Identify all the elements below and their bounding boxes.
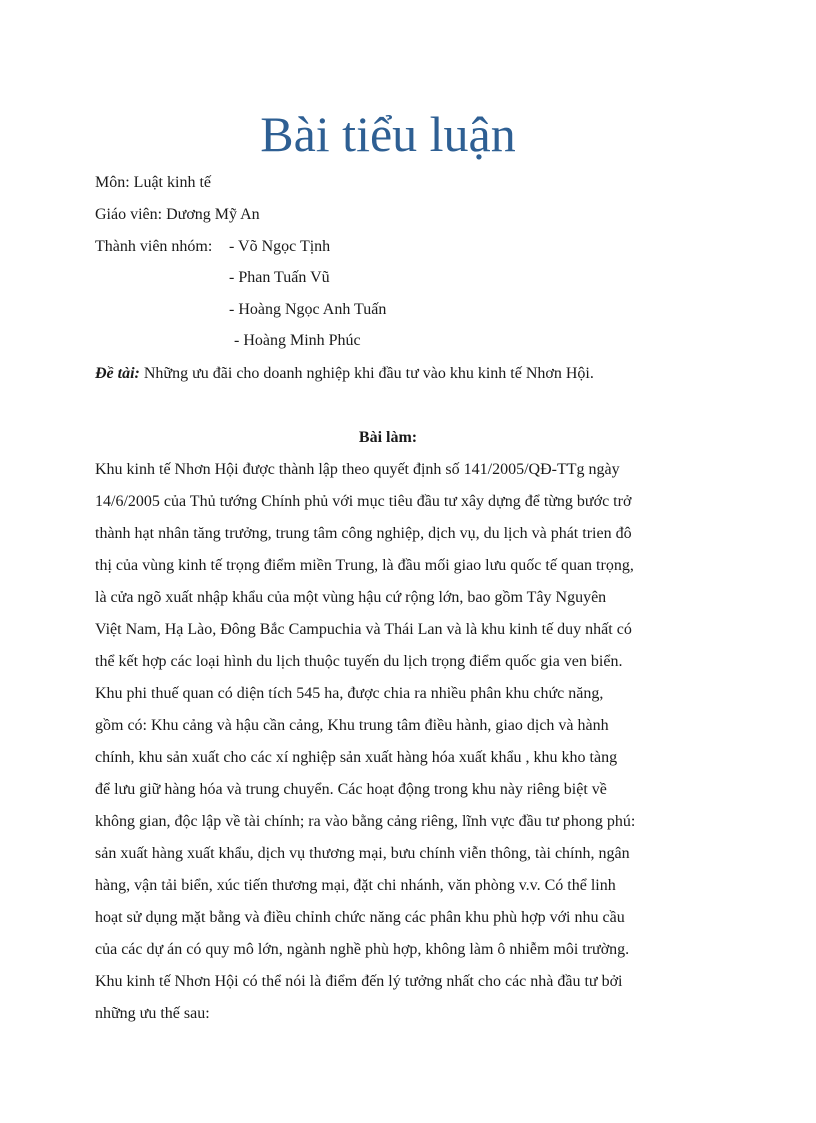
body-line: những ưu thế sau: — [95, 1005, 210, 1022]
body-line: sản xuất hàng xuất khẩu, dịch vụ thương mại, bưu chính viễn thông, tài chính, ngân — [95, 845, 630, 862]
body-line: thể kết hợp các loại hình du lịch thuộc tuyến du lịch trọng điểm quốc gia ven biển. — [95, 653, 623, 670]
subject-line: Môn: Luật kinh tế — [95, 174, 211, 191]
body-line: thị của vùng kinh tế trọng điểm miền Trung, là đầu mối giao lưu quốc tế quan trọng, — [95, 557, 634, 574]
member-item: - Hoàng Minh Phúc — [234, 332, 361, 349]
body-line: 14/6/2005 của Thủ tướng Chính phủ với mục tiêu đầu tư xây dựng để từng bước trở — [95, 493, 632, 510]
body-line: thành hạt nhân tăng trưởng, trung tâm công nghiệp, dịch vụ, du lịch và phát trien đô — [95, 525, 632, 542]
body-line: là cửa ngõ xuất nhập khẩu của một vùng hậu cứ rộng lớn, bao gồm Tây Nguyên — [95, 589, 607, 606]
body-line: Khu phi thuế quan có diện tích 545 ha, được chia ra nhiều phân khu chức năng, — [95, 685, 604, 702]
body-line: Khu kinh tế Nhơn Hội có thể nói là điểm đến lý tưởng nhất cho các nhà đầu tư bởi — [95, 973, 623, 990]
body-line: không gian, độc lập về tài chính; ra vào bằng cảng riêng, lĩnh vực đầu tư phong phú: — [95, 813, 636, 830]
member-item: - Phan Tuấn Vũ — [229, 269, 330, 286]
body-line: Việt Nam, Hạ Lào, Đông Bắc Campuchia và Thái Lan và là khu kinh tế duy nhất có — [95, 621, 632, 638]
body-line: chính, khu sản xuất cho các xí nghiệp sản xuất hàng hóa xuất khẩu , khu kho tàng — [95, 749, 618, 766]
body-line: hoạt sử dụng mặt bằng và điều chỉnh chức năng các phân khu phù hợp với nhu cầu — [95, 909, 625, 926]
body-line: để lưu giữ hàng hóa và trung chuyển. Các hoạt động trong khu này riêng biệt về — [95, 781, 607, 798]
teacher-line: Giáo viên: Dương Mỹ An — [95, 206, 260, 223]
document-title: Bài tiểu luận — [260, 106, 516, 162]
body-line: của các dự án có quy mô lớn, ngành nghề phù hợp, không làm ô nhiễm môi trường. — [95, 941, 630, 958]
section-heading: Bài làm: — [358, 429, 418, 446]
topic-label: Đề tài: — [95, 365, 140, 382]
topic-text: Những ưu đãi cho doanh nghiệp khi đầu tư vào khu kinh tế Nhơn Hội. — [139, 365, 594, 382]
body-line: gồm có: Khu cảng và hậu cần cảng, Khu trung tâm điều hành, giao dịch và hành — [95, 717, 609, 734]
body-line: Khu kinh tế Nhơn Hội được thành lập theo quyết định số 141/2005/QĐ-TTg ngày — [95, 461, 620, 478]
topic-line — [95, 364, 594, 384]
member-item: - Võ Ngọc Tịnh — [229, 238, 331, 255]
members-label: Thành viên nhóm: — [95, 238, 213, 255]
member-item: - Hoàng Ngọc Anh Tuấn — [229, 301, 387, 318]
body-line: hàng, vận tải biển, xúc tiến thương mại, đặt chi nhánh, văn phòng v.v. Có thể linh — [95, 877, 616, 894]
